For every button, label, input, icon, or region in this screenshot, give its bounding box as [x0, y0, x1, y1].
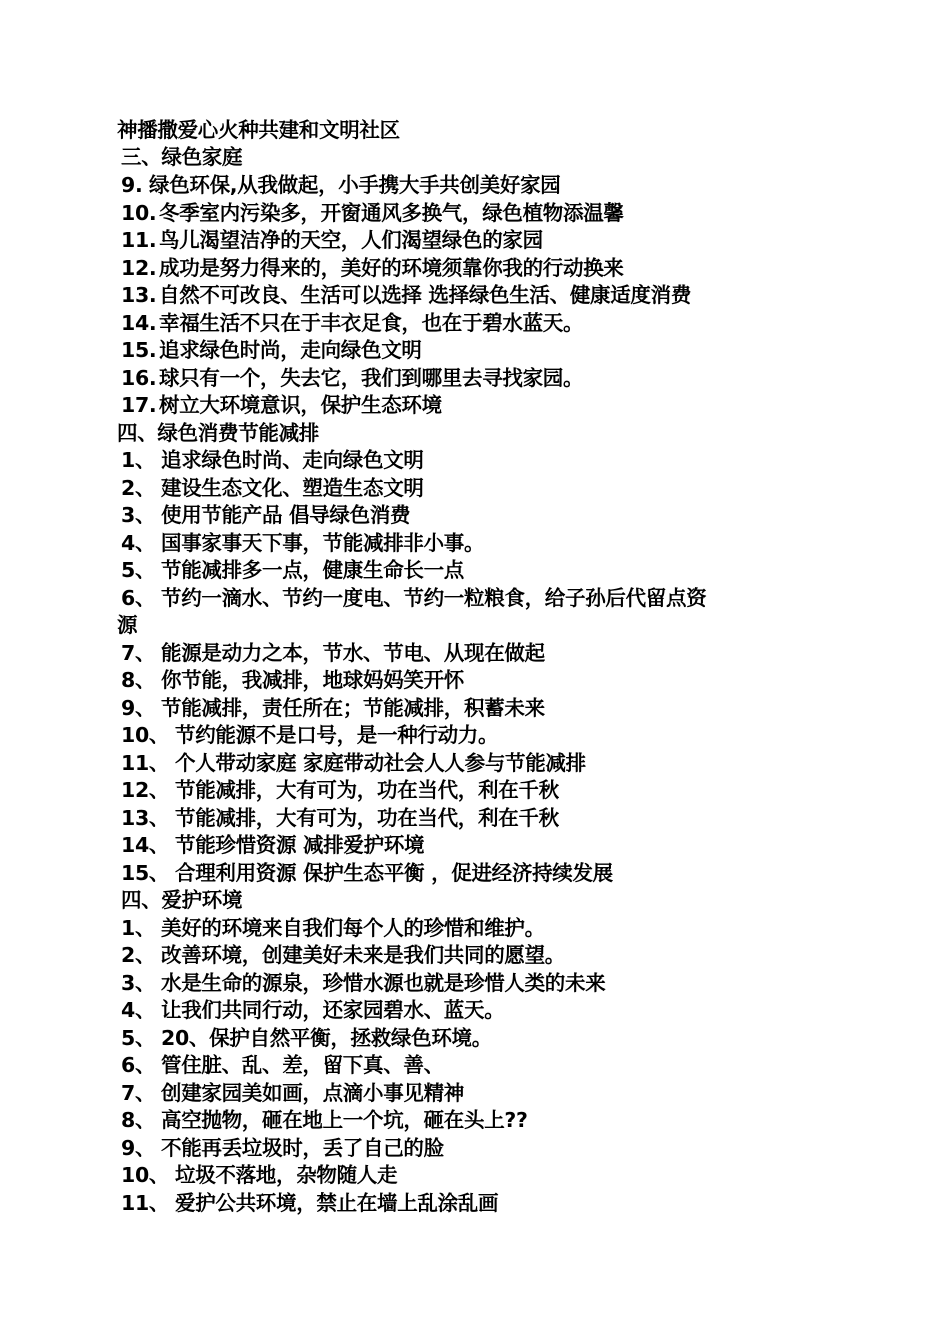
list-item: 5、 20、保护自然平衡，拯救绿色环境。 [121, 1026, 492, 1050]
list-item: 11. 鸟儿渴望洁净的天空，人们渴望绿色的家园 [121, 228, 543, 252]
list-item: 7、 创建家园美如画，点滴小事见精神 [121, 1081, 464, 1105]
list-item: 9、 不能再丢垃圾时，丢了自己的脸 [121, 1136, 444, 1160]
list-item: 13、 节能减排，大有可为，功在当代，利在千秋 [121, 806, 559, 830]
list-item: 14. 幸福生活不只在于丰衣足食，也在于碧水蓝天。 [121, 311, 584, 335]
section-heading-protect-environment: 四、爱护环境 [121, 888, 243, 912]
list-item: 2、 改善环境，创建美好未来是我们共同的愿望。 [121, 943, 565, 967]
list-item: 12、 节能减排，大有可为，功在当代，利在千秋 [121, 778, 559, 802]
list-item: 7、 能源是动力之本，节水、节电、从现在做起 [121, 641, 545, 665]
list-item-continuation: 源 [117, 613, 138, 637]
list-item: 15. 追求绿色时尚，走向绿色文明 [121, 338, 422, 362]
list-item: 2、 建设生态文化、塑造生态文明 [121, 476, 424, 500]
list-item: 13. 自然不可改良、生活可以选择 选择绿色生活、健康适度消费 [121, 283, 692, 307]
list-item: 11、 爱护公共环境，禁止在墙上乱涂乱画 [121, 1191, 499, 1215]
list-item: 4、 国事家事天下事，节能减排非小事。 [121, 531, 485, 555]
list-item: 8、 你节能，我减排，地球妈妈笑开怀 [121, 668, 464, 692]
list-item: 10. 冬季室内污染多，开窗通风多换气，绿色植物添温馨 [121, 201, 624, 225]
list-item: 5、 节能减排多一点，健康生命长一点 [121, 558, 464, 582]
list-item: 3、 水是生命的源泉，珍惜水源也就是珍惜人类的未来 [121, 971, 606, 995]
list-item: 4、 让我们共同行动，还家园碧水、蓝天。 [121, 998, 505, 1022]
list-item: 11、 个人带动家庭 家庭带动社会人人参与节能减排 [121, 751, 586, 775]
list-item: 8、 高空抛物，砸在地上一个坑，砸在头上?? [121, 1108, 528, 1132]
list-item: 17. 树立大环境意识，保护生态环境 [121, 393, 442, 417]
list-item: 12. 成功是努力得来的，美好的环境须靠你我的行动换来 [121, 256, 624, 280]
list-item: 10、 节约能源不是口号，是一种行动力。 [121, 723, 499, 747]
list-item: 3、 使用节能产品 倡导绿色消费 [121, 503, 411, 527]
list-item: 6、 节约一滴水、节约一度电、节约一粒粮食，给子孙后代留点资 [121, 586, 707, 610]
list-item: 14、 节能珍惜资源 减排爱护环境 [121, 833, 425, 857]
list-item: 9、 节能减排，责任所在；节能减排，积蓄未来 [121, 696, 545, 720]
list-item: 9. 绿色环保,从我做起，小手携大手共创美好家园 [121, 173, 561, 197]
section-heading-green-consumption: 四、绿色消费节能减排 [117, 421, 319, 445]
list-item: 10、 垃圾不落地，杂物随人走 [121, 1163, 398, 1187]
list-item: 16. 球只有一个，失去它，我们到哪里去寻找家园。 [121, 366, 584, 390]
list-item: 1、 美好的环境来自我们每个人的珍惜和维护。 [121, 916, 545, 940]
list-item: 6、 管住脏、乱、差，留下真、善、 [121, 1053, 444, 1077]
list-item: 15、 合理利用资源 保护生态平衡 ，促进经济持续发展 [121, 861, 613, 885]
document-title: 神播撒爱心火种共建和文明社区 [117, 118, 400, 142]
section-heading-green-family: 三、绿色家庭 [121, 145, 243, 169]
list-item: 1、 追求绿色时尚、走向绿色文明 [121, 448, 424, 472]
